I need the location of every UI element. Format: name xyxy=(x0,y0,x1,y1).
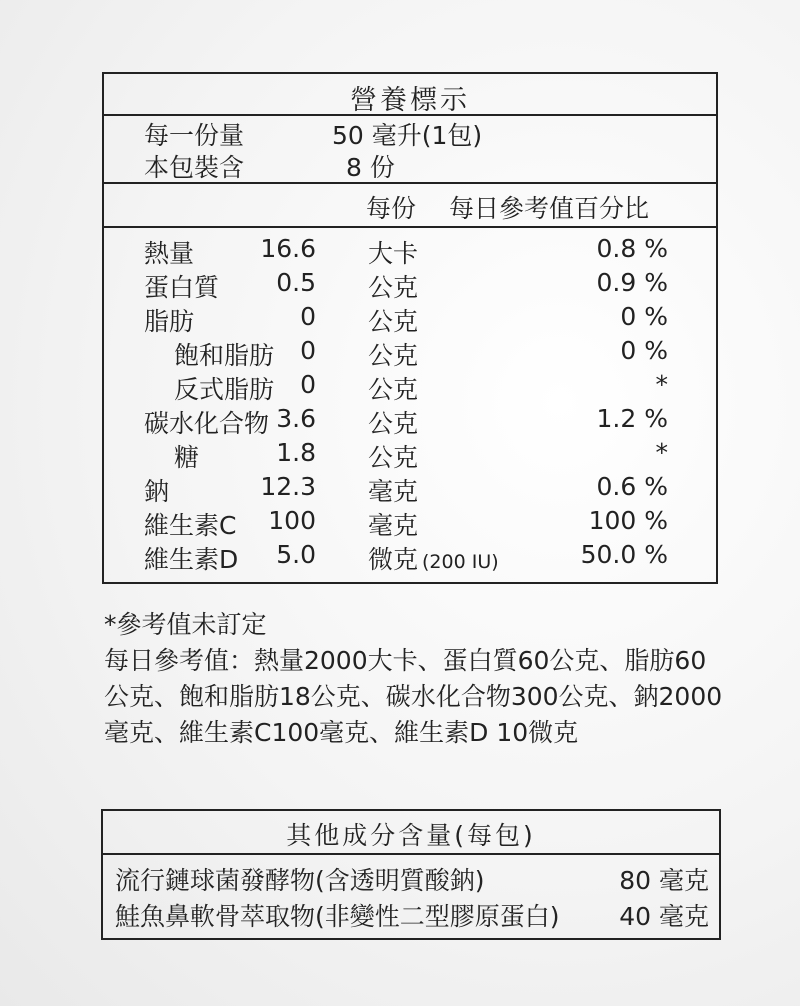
nutrient-unit-with-note xyxy=(368,540,499,576)
nutrient-amount: 100 xyxy=(268,506,316,535)
nutrient-row xyxy=(104,336,716,370)
nutrient-name: 維生素D xyxy=(144,545,239,574)
nutrient-unit: 公克 xyxy=(368,443,419,472)
nutrient-row xyxy=(104,404,716,438)
serving-size-value: 50 毫升(1包) xyxy=(332,121,483,150)
col-daily-value: 每日參考值百分比 xyxy=(449,194,650,223)
nutrient-unit: 公克 xyxy=(368,409,419,438)
other-ingredients-title-row xyxy=(103,811,719,855)
ingredient-name: 鮭魚鼻軟骨萃取物(非變性二型膠原蛋白) xyxy=(115,902,560,931)
nutrient-row xyxy=(104,540,716,574)
servings-per-pack-value: 8 份 xyxy=(346,153,395,182)
column-header-row xyxy=(104,182,716,228)
nutrient-amount: 12.3 xyxy=(260,472,316,501)
nutrient-row xyxy=(104,506,716,540)
nutrient-unit: 微克 xyxy=(368,545,419,574)
serving-info-row xyxy=(104,114,716,184)
nutrient-percent: 0.6 % xyxy=(596,472,668,501)
nutrient-percent: 50.0 % xyxy=(580,540,668,569)
nutrient-amount: 0 xyxy=(300,336,316,365)
nutrient-percent: * xyxy=(655,370,668,399)
nutrient-unit: 公克 xyxy=(368,273,419,302)
nutrient-amount: 3.6 xyxy=(276,404,316,433)
nutrient-percent: 0 % xyxy=(620,336,668,365)
nutrient-unit: 公克 xyxy=(368,341,419,370)
serving-size-label: 每一份量 xyxy=(144,121,245,150)
nutrition-facts-table xyxy=(102,72,718,584)
nutrient-amount: 1.8 xyxy=(276,438,316,467)
ingredient-amount: 80 毫克 xyxy=(619,866,709,895)
nutrient-name: 反式脂肪 xyxy=(174,375,275,404)
nutrient-name: 脂肪 xyxy=(144,307,195,336)
nutrient-name: 蛋白質 xyxy=(144,273,220,302)
servings-per-pack-label: 本包裝含 xyxy=(144,153,245,182)
nutrient-row xyxy=(104,438,716,472)
nutrient-amount: 5.0 xyxy=(276,540,316,569)
nutrient-name: 維生素C xyxy=(144,511,237,540)
nutrient-unit: 毫克 xyxy=(368,511,419,540)
nutrient-row xyxy=(104,472,716,506)
nutrient-amount: 0.5 xyxy=(276,268,316,297)
nutrient-percent: * xyxy=(655,438,668,467)
nutrient-percent: 0.8 % xyxy=(596,234,668,263)
ingredient-amount: 40 毫克 xyxy=(619,902,709,931)
nutrient-amount: 0 xyxy=(300,370,316,399)
ingredient-row xyxy=(115,861,709,895)
footnote-daily-reference: 每日參考值：熱量2000大卡、蛋白質60公克、脂肪60公克、飽和脂肪18公克、碳水化合物300公克、鈉2000毫克、維生素C100毫克、維生素D 10微克 xyxy=(104,646,723,747)
nutrient-row xyxy=(104,302,716,336)
nutrient-unit: 毫克 xyxy=(368,477,419,506)
nutrition-title: 營養標示 xyxy=(350,85,470,116)
nutrient-percent: 1.2 % xyxy=(596,404,668,433)
nutrient-name: 鈉 xyxy=(144,477,170,506)
nutrient-unit: 公克 xyxy=(368,307,419,336)
footnote-undefined-reference: *參考值未訂定 xyxy=(104,610,267,639)
ingredient-name: 流行鏈球菌發酵物(含透明質酸鈉) xyxy=(115,866,485,895)
nutrient-row xyxy=(104,234,716,268)
nutrient-name: 熱量 xyxy=(144,239,195,268)
other-ingredients-title: 其他成分含量(每包) xyxy=(286,821,536,850)
col-per-serving: 每份 xyxy=(366,194,417,223)
nutrient-name: 糖 xyxy=(174,443,200,472)
ingredient-row xyxy=(115,897,709,931)
footnote xyxy=(104,607,724,751)
nutrient-row xyxy=(104,268,716,302)
nutrient-row xyxy=(104,370,716,404)
nutrient-name: 碳水化合物 xyxy=(144,409,270,438)
nutrient-percent: 0 % xyxy=(620,302,668,331)
nutrient-unit-note: (200 IU) xyxy=(422,551,499,573)
other-ingredients-table xyxy=(101,809,721,940)
nutrient-amount: 16.6 xyxy=(260,234,316,263)
nutrient-amount: 0 xyxy=(300,302,316,331)
nutrition-title-row xyxy=(104,74,716,116)
nutrient-unit: 公克 xyxy=(368,375,419,404)
nutrient-percent: 100 % xyxy=(588,506,668,535)
nutrient-name: 飽和脂肪 xyxy=(174,341,275,370)
nutrient-percent: 0.9 % xyxy=(596,268,668,297)
nutrient-unit: 大卡 xyxy=(368,239,419,268)
